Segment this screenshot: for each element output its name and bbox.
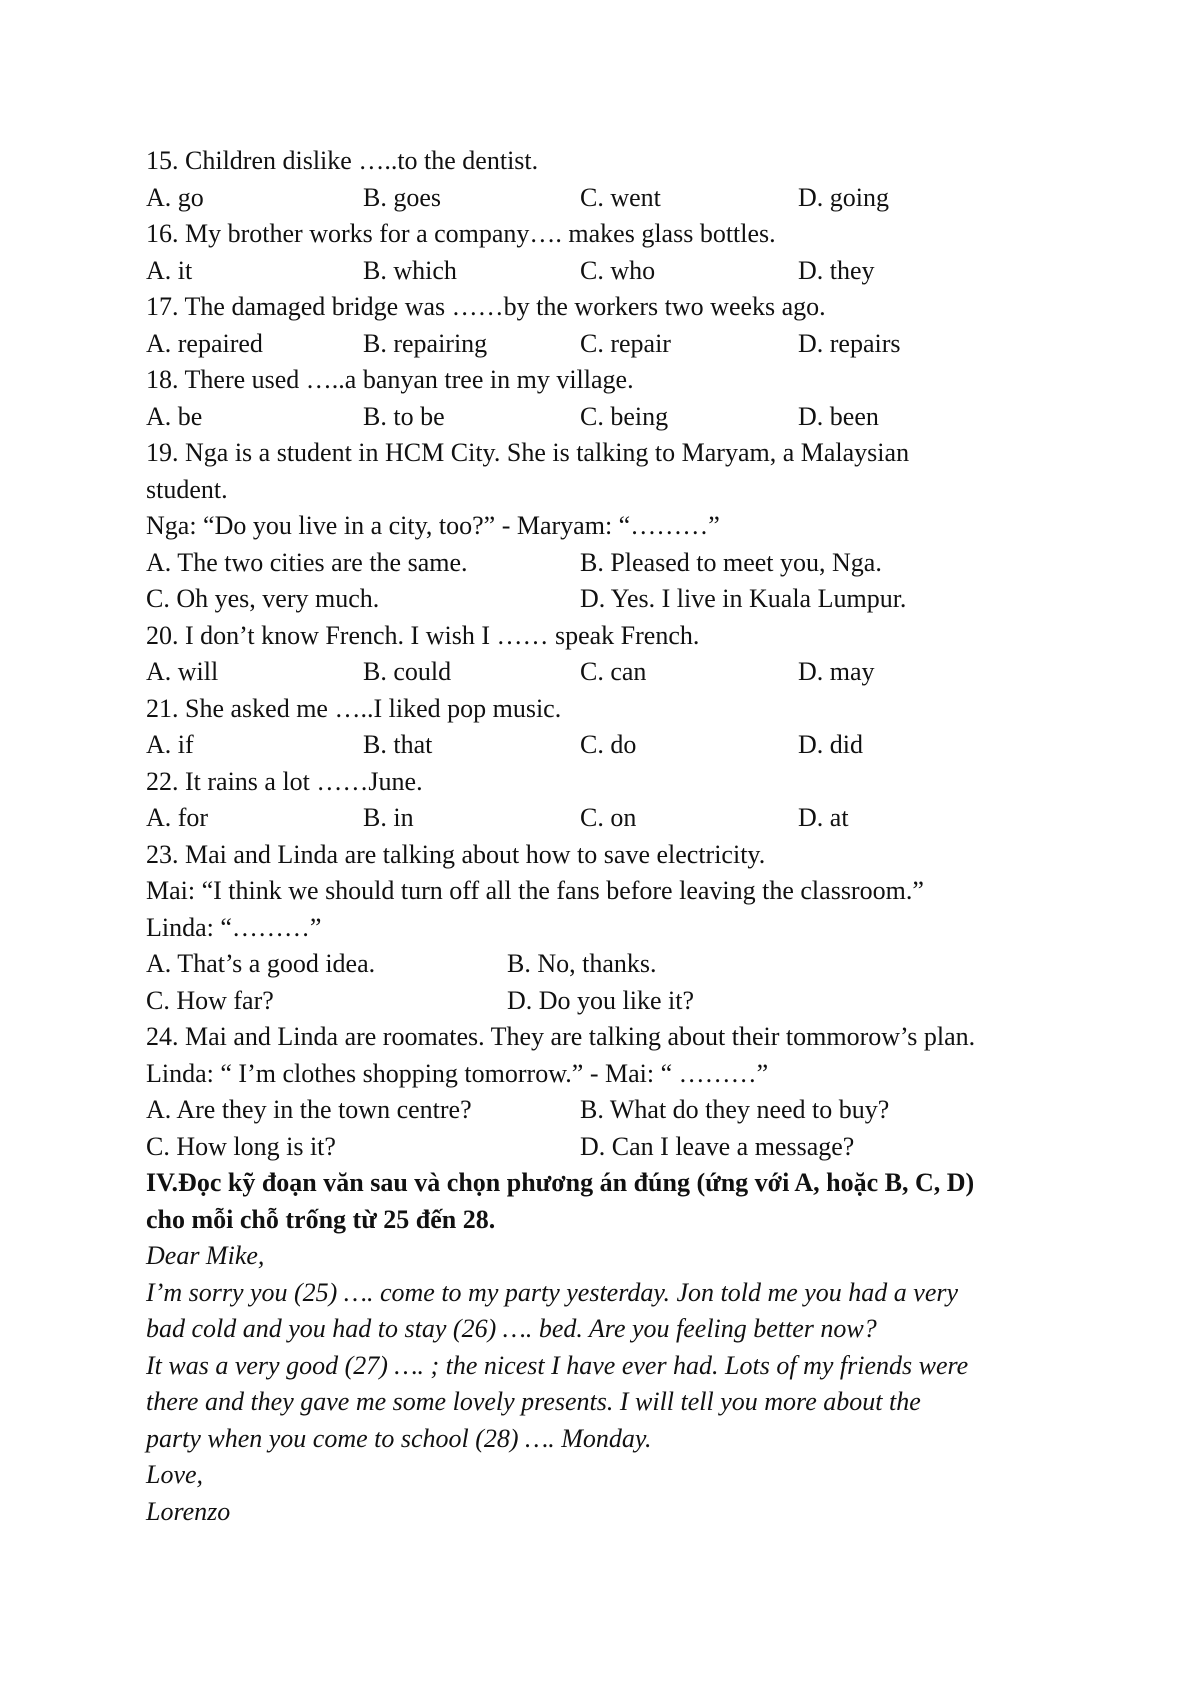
option-d: D. Can I leave a message? (580, 1131, 855, 1161)
option-b: B. Pleased to meet you, Nga. (580, 547, 882, 577)
option-d: D. Do you like it? (507, 985, 695, 1015)
option-d: D. Yes. I live in Kuala Lumpur. (580, 584, 907, 613)
exam-page (146, 143, 1066, 1530)
option-b: B. No, thanks. (507, 949, 657, 978)
option-a: A. Are they in the town centre? (146, 1095, 472, 1124)
option-b: B. goes (363, 182, 441, 212)
option-a: A. for (146, 803, 209, 832)
question-19-stem: 19. Nga is a student in HCM City. She is talking to Maryam, a Malaysian (146, 438, 910, 467)
question-24-dialogue: Linda: “ I’m clothes shopping tomorrow.” - Mai: “ ………” (146, 1058, 769, 1088)
question-17-options (146, 326, 1066, 363)
question-19-options-row1 (146, 545, 1066, 582)
option-d: D. they (798, 255, 875, 285)
question-20-options (146, 654, 1066, 691)
option-c: C. do (580, 730, 637, 759)
option-a: A. The two cities are the same. (146, 547, 468, 577)
question-24-stem: 24. Mai and Linda are roomates. They are talking about their tommorow’s plan. (146, 1022, 976, 1051)
question-21-options (146, 727, 1066, 764)
section-iv-heading: IV.Đọc kỹ đoạn văn sau và chọn phương án đúng (ứng với A, hoặc B, C, D) (146, 1168, 975, 1197)
option-d: D. did (798, 730, 863, 759)
option-a: A. That’s a good idea. (146, 949, 376, 978)
question-15-options (146, 180, 1066, 217)
option-b: B. to be (363, 401, 445, 431)
letter-closing: Love, (146, 1460, 204, 1489)
question-19-options-row2 (146, 581, 1066, 618)
question-22-options (146, 800, 1066, 837)
question-16-stem: 16. My brother works for a company…. makes glass bottles. (146, 219, 776, 248)
option-c: C. being (580, 401, 669, 431)
question-22-stem: 22. It rains a lot ……June. (146, 766, 423, 796)
option-b: B. in (363, 803, 414, 832)
option-d: D. going (798, 182, 889, 212)
section-iv-heading-cont: cho mỗi chỗ trống từ 25 đến 28. (146, 1204, 496, 1234)
option-a: A. be (146, 401, 203, 431)
option-a: A. if (146, 730, 194, 759)
letter-line: It was a very good (27) …. ; the nicest I have ever had. Lots of my friends were (146, 1350, 969, 1380)
option-c: C. How long is it? (146, 1131, 336, 1161)
question-23-stem: 23. Mai and Linda are talking about how to save electricity. (146, 839, 766, 869)
option-a: A. it (146, 255, 193, 285)
option-d: D. may (798, 657, 875, 686)
letter-line: I’m sorry you (25) …. come to my party yesterday. Jon told me you had a very (146, 1277, 959, 1307)
question-20-stem: 20. I don’t know French. I wish I …… speak French. (146, 620, 700, 650)
option-c: C. can (580, 657, 647, 686)
letter-line: party when you come to school (28) …. Monday. (146, 1423, 652, 1453)
question-17-stem: 17. The damaged bridge was ……by the workers two weeks ago. (146, 292, 826, 321)
question-23-dialogue-mai: Mai: “I think we should turn off all the fans before leaving the classroom.” (146, 876, 924, 905)
option-a: A. go (146, 182, 204, 212)
option-b: B. repairing (363, 328, 488, 358)
option-c: C. who (580, 255, 656, 285)
option-a: A. repaired (146, 328, 263, 358)
option-b: B. could (363, 657, 452, 686)
option-c: C. How far? (146, 985, 274, 1015)
option-b: B. which (363, 255, 457, 285)
question-23-options-row2 (146, 983, 1066, 1020)
question-24-options-row2 (146, 1129, 1066, 1166)
question-23-options-row1 (146, 946, 1066, 983)
question-18-stem: 18. There used …..a banyan tree in my village. (146, 365, 634, 394)
option-c: C. Oh yes, very much. (146, 584, 380, 613)
option-c: C. went (580, 182, 661, 212)
option-c: C. repair (580, 328, 671, 358)
letter-greeting: Dear Mike, (146, 1241, 265, 1270)
option-a: A. will (146, 657, 219, 686)
option-b: B. What do they need to buy? (580, 1095, 890, 1124)
question-21-stem: 21. She asked me …..I liked pop music. (146, 693, 562, 723)
option-c: C. on (580, 803, 637, 832)
question-19-dialogue: Nga: “Do you live in a city, too?” - Maryam: “………” (146, 511, 720, 540)
question-15-stem: 15. Children dislike …..to the dentist. (146, 146, 539, 175)
question-16-options (146, 253, 1066, 290)
option-b: B. that (363, 730, 433, 759)
question-18-options (146, 399, 1066, 436)
letter-line: there and they gave me some lovely presents. I will tell you more about the (146, 1387, 921, 1416)
question-23-dialogue-linda: Linda: “………” (146, 912, 322, 942)
letter-signature: Lorenzo (146, 1496, 231, 1526)
option-d: D. been (798, 401, 879, 431)
question-19-stem-cont: student. (146, 474, 228, 504)
option-d: D. repairs (798, 328, 901, 358)
question-24-options-row1 (146, 1092, 1066, 1129)
option-d: D. at (798, 803, 849, 832)
letter-line: bad cold and you had to stay (26) …. bed. Are you feeling better now? (146, 1314, 877, 1343)
